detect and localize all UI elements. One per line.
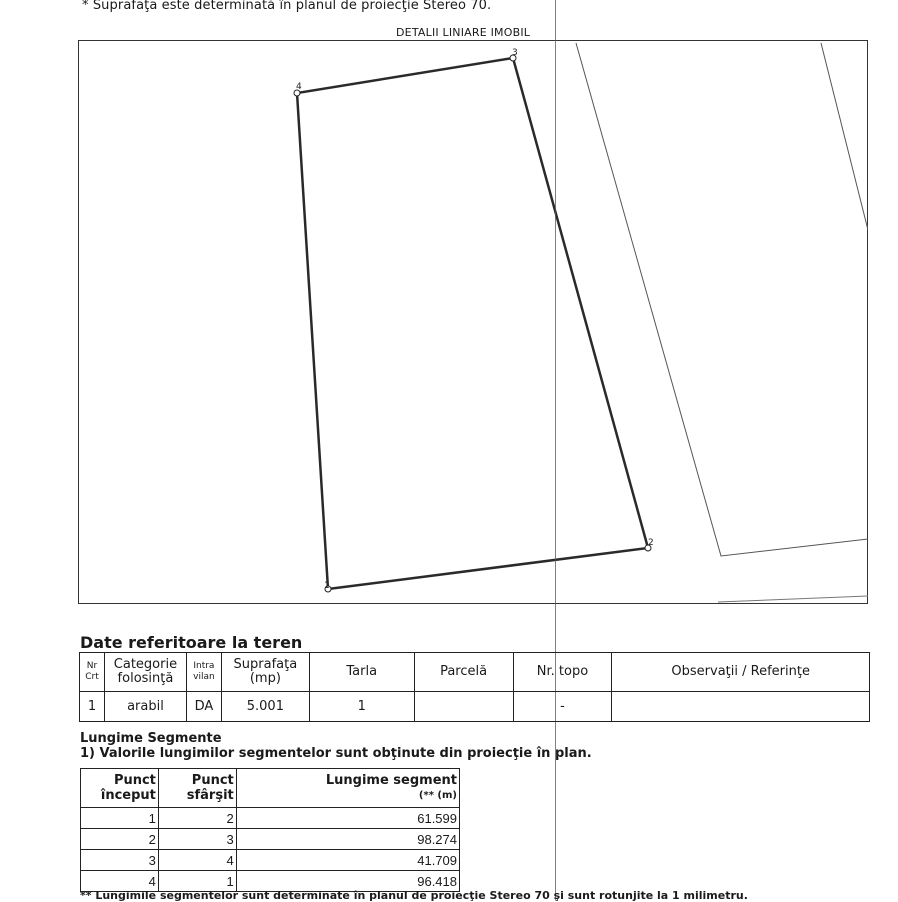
surface-footnote: * Suprafaţa este determinată în planul de proiecţie Stereo 70. [82, 0, 492, 13]
header-length-label: Lungime segment [325, 773, 457, 788]
cell-start: 1 [81, 808, 159, 829]
header-length-unit: (** (m) [418, 790, 457, 801]
cell-end: 1 [158, 871, 236, 892]
neighbor-boundary-right [821, 43, 868, 230]
cell-start: 2 [81, 829, 159, 850]
vertex-label-1: 1 [324, 581, 330, 591]
cell-nr-topo: - [513, 692, 612, 722]
header-nr-crt: Nr Crt [80, 653, 105, 692]
table-row [81, 808, 460, 829]
cell-length: 96.418 [236, 871, 459, 892]
header-length [236, 769, 459, 808]
table-row [81, 829, 460, 850]
segments-heading [80, 731, 592, 761]
neighbor-boundary-bottom [718, 596, 868, 602]
cell-observatii [612, 692, 870, 722]
cell-start: 4 [81, 871, 159, 892]
cell-nr-crt: 1 [80, 692, 105, 722]
cell-end: 3 [158, 829, 236, 850]
header-categorie: Categorie folosinţă [104, 653, 186, 692]
land-data-table [79, 652, 870, 722]
cell-tarla: 1 [309, 692, 414, 722]
table-header-row [81, 769, 460, 808]
table-row [81, 850, 460, 871]
segments-footnote: ** Lungimile segmentelor sunt determinate în planul de proiecţie Stereo 70 şi sunt rotunjite la 1 milimetru. [80, 889, 748, 902]
cell-length: 98.274 [236, 829, 459, 850]
scan-fold-line [555, 0, 556, 900]
table-header-row [80, 653, 870, 692]
vertex-label-3: 3 [512, 48, 518, 58]
cell-length: 61.599 [236, 808, 459, 829]
header-observatii: Observaţii / Referinţe [612, 653, 870, 692]
cell-start: 3 [81, 850, 159, 871]
segments-subtitle: 1) Valorile lungimilor segmentelor sunt obţinute din proiecţie în plan. [80, 746, 592, 761]
header-end-point: Punct sfârşit [158, 769, 236, 808]
cell-end: 2 [158, 808, 236, 829]
parcel-plan [78, 40, 868, 604]
parcel-boundary [297, 58, 648, 589]
cell-suprafata: 5.001 [221, 692, 309, 722]
header-start-point: Punct început [81, 769, 159, 808]
cell-end: 4 [158, 850, 236, 871]
neighbor-boundary-left [576, 43, 868, 556]
vertex-label-2: 2 [648, 538, 654, 548]
plan-title: DETALII LINIARE IMOBIL [396, 26, 531, 39]
cell-parcela [414, 692, 513, 722]
land-data-heading: Date referitoare la teren [80, 633, 303, 652]
header-parcela: Parcelă [414, 653, 513, 692]
cell-intravilan: DA [186, 692, 221, 722]
cell-length: 41.709 [236, 850, 459, 871]
header-intravilan: Intra vilan [186, 653, 221, 692]
header-nr-topo: Nr. topo [513, 653, 612, 692]
cell-categorie: arabil [104, 692, 186, 722]
header-tarla: Tarla [309, 653, 414, 692]
vertex-label-4: 4 [296, 82, 302, 92]
segments-title: Lungime Segmente [80, 731, 222, 746]
table-row [80, 692, 870, 722]
segments-table [80, 768, 460, 892]
header-suprafata: Suprafaţa (mp) [221, 653, 309, 692]
